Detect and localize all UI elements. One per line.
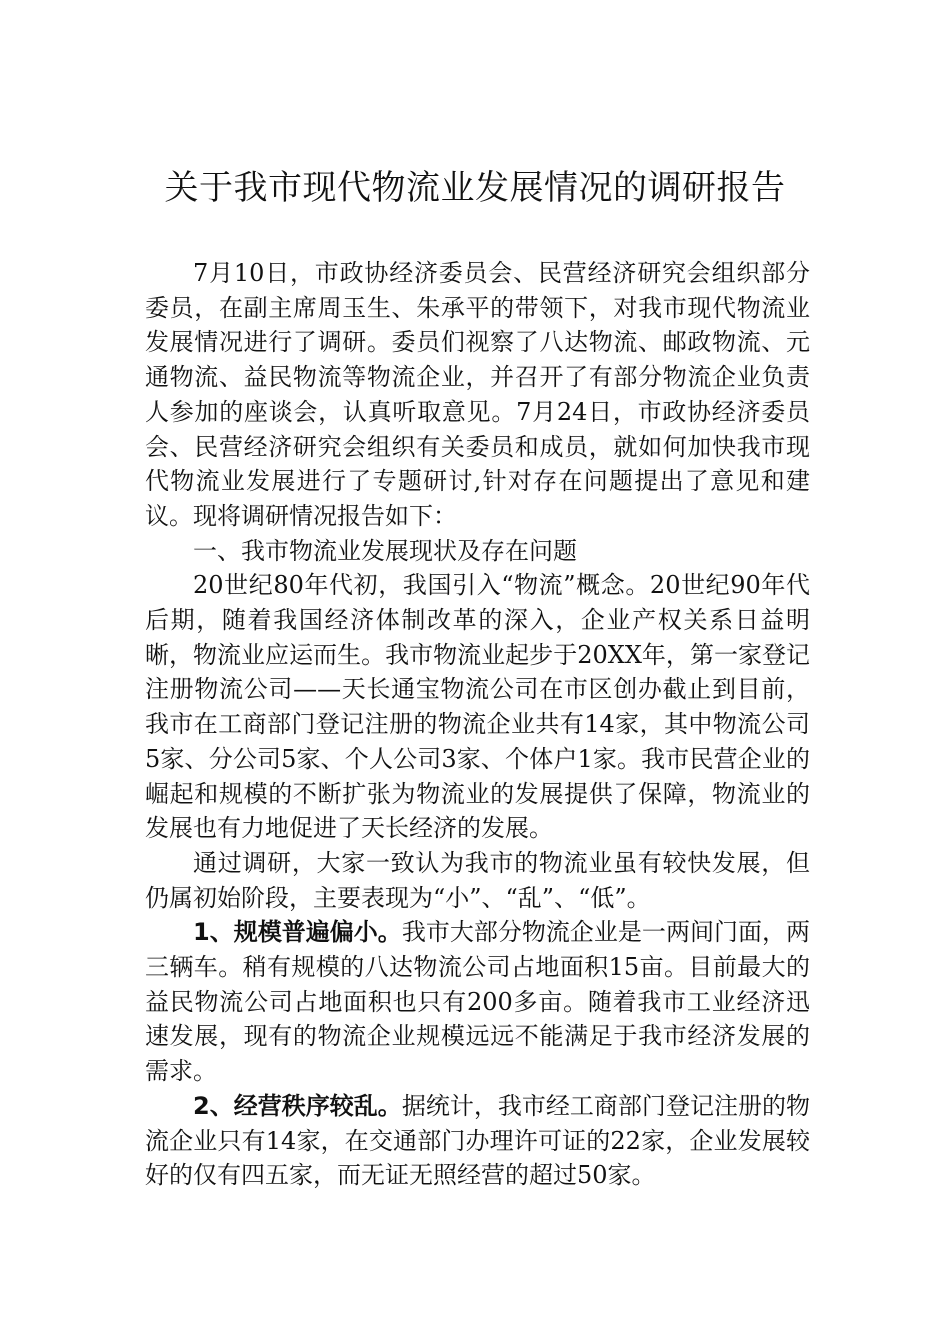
paragraph-summary <box>145 846 810 915</box>
paragraph-text: 20世纪80年代初，我国引入“物流”概念。20世纪90年代后期，随着我国经济体制改革的深入，企业产权关系日益明晰，物流业应运而生。我市物流业起步于20XX年，第一家登记注册物流公司——天长通宝物流公司在市区创办截止到目前，我市在工商部门登记注册的物流企业共有14家，其中物流公司5家、分公司5家、个人公司3家、个体户1家。我市民营企业的崛起和规模的不断扩张为物流业的发展提供了保障，物流业的发展也有力地促进了天长经济的发展。 <box>145 571 810 843</box>
paragraph-text: 据统计，我市经工商部门登记注册的物流企业只有14家，在交通部门办理许可证的22家，企业发展较好的仅有四五家，而无证无照经营的超过50家。 <box>145 1091 811 1190</box>
paragraph-text: 7月10日，市政协经济委员会、民营经济研究会组织部分委员，在副主席周玉生、朱承平的带领下，对我市现代物流业发展情况进行了调研。委员们视察了八达物流、邮政物流、元通物流、益民物流等物流企业，并召开了有部分物流企业负责人参加的座谈会，认真听取意见。7月24日，市政协经济委员会、民营经济研究会组织有关委员和成员，就如何加快我市现代物流业发展进行了专题研讨,针对存在问题提出了意见和建议。现将调研情况报告如下： <box>145 259 810 530</box>
paragraph-text: 通过调研，大家一致认为我市的物流业虽有较快发展，但仍属初始阶段，主要表现为“小”、“乱”、“低”。 <box>145 848 810 912</box>
paragraph-point-1 <box>145 915 810 1089</box>
paragraph-text: 我市大部分物流企业是一两间门面，两三辆车。稍有规模的八达物流公司占地面积15亩。目前最大的益民物流公司占地面积也只有200多亩。随着我市工业经济迅速发展，现有的物流企业规模远远不能满足于我市经济发展的需求。 <box>145 918 811 1086</box>
section-heading-text: 一、我市物流业发展现状及存在问题 <box>193 536 577 565</box>
point-lead: 2、经营秩序较乱。 <box>193 1091 402 1120</box>
section-heading <box>145 534 810 569</box>
paragraph-intro <box>145 256 810 534</box>
paragraph-background <box>145 568 810 846</box>
document-title: 关于我市现代物流业发展情况的调研报告 <box>164 168 786 208</box>
document-body <box>145 256 810 1193</box>
point-lead: 1、规模普遍偏小。 <box>193 918 402 947</box>
paragraph-point-2 <box>145 1089 810 1193</box>
